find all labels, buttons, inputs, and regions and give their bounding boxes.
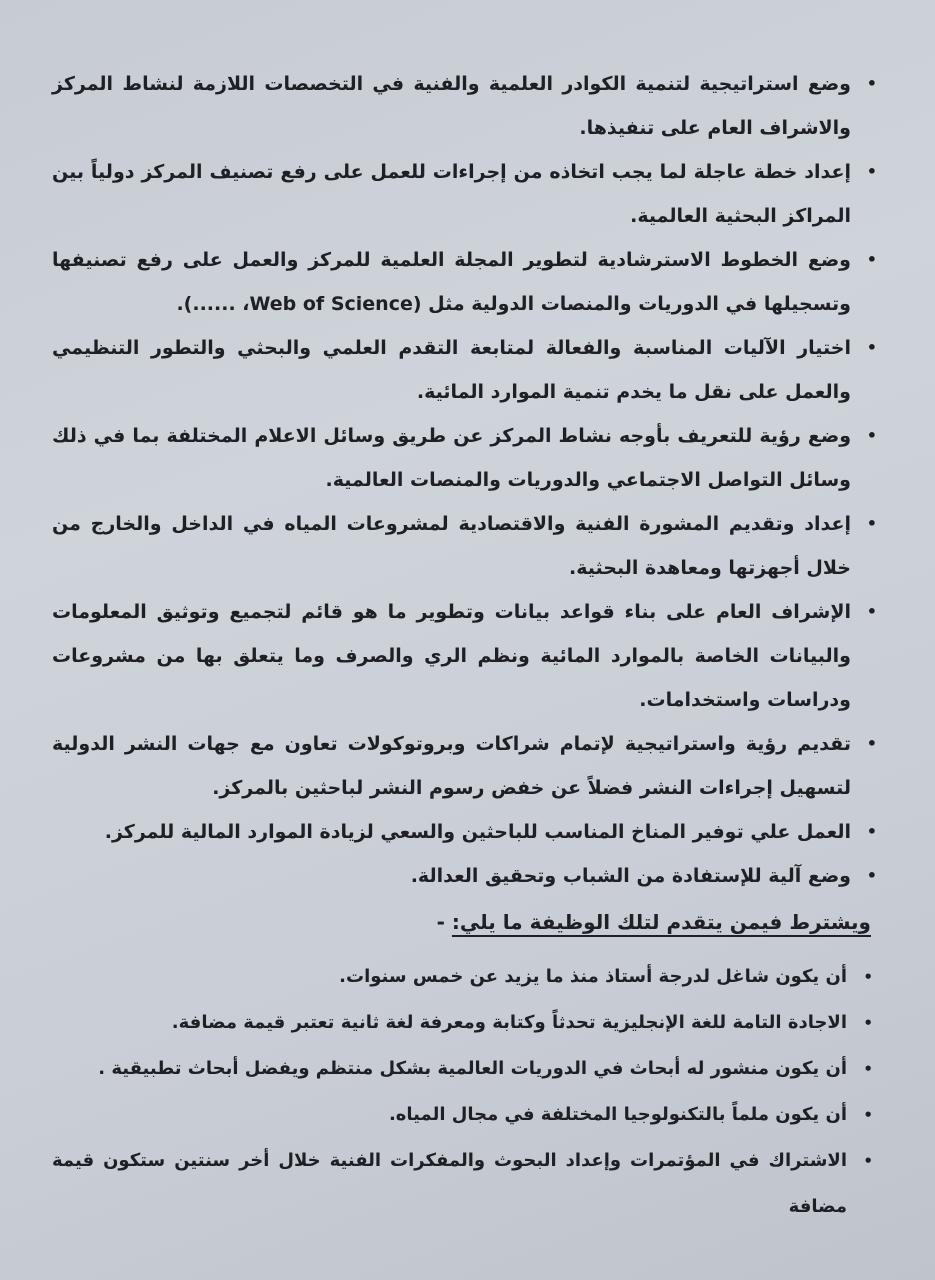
duty-item: • اختيار الآليات المناسبة والفعالة لمتابعة التقدم العلمي والبحثي والتطور التنظيمي والعمل على نقل ما يخدم تنمية الموارد المائية. — [52, 326, 883, 414]
duty-item: • العمل علي توفير المناخ المناسب للباحثين والسعي لزيادة الموارد المالية للمركز. — [52, 810, 883, 854]
duties-list — [52, 62, 883, 898]
requirements-heading-dash: - — [436, 910, 452, 934]
requirement-item: • أن يكون منشور له أبحاث في الدوريات العالمية بشكل منتظم ويفضل أبحاث تطبيقية . — [52, 1046, 883, 1092]
duty-item: • وضع استراتيجية لتنمية الكوادر العلمية والفنية في التخصصات اللازمة لنشاط المركز والاشراف العام على تنفيذها. — [52, 62, 883, 150]
duty-item: • إعداد خطة عاجلة لما يجب اتخاذه من إجراءات للعمل على رفع تصنيف المركز دولياً بين المراكز البحثية العالمية. — [52, 150, 883, 238]
duty-item: • وضع رؤية للتعريف بأوجه نشاط المركز عن طريق وسائل الاعلام المختلفة بما في ذلك وسائل التواصل الاجتماعي والدوريات والمنصات العالمية. — [52, 414, 883, 502]
requirements-list — [52, 954, 883, 1230]
requirement-item: • الاجادة التامة للغة الإنجليزية تحدثاً وكتابة ومعرفة لغة ثانية تعتبر قيمة مضافة. — [52, 1000, 883, 1046]
requirements-heading — [52, 900, 883, 944]
requirements-heading-text: ويشترط فيمن يتقدم لتلك الوظيفة ما يلي: — [451, 910, 871, 934]
duty-item: • تقديم رؤية واستراتيجية لإتمام شراكات وبروتوكولات تعاون مع جهات النشر الدولية لتسهيل إجراءات النشر فضلاً عن خفض رسوم النشر لباحثين بالمركز. — [52, 722, 883, 810]
requirement-item: • أن يكون شاغل لدرجة أستاذ منذ ما يزيد عن خمس سنوات. — [52, 954, 883, 1000]
duty-item: • وضع الخطوط الاسترشادية لتطوير المجلة العلمية للمركز والعمل على رفع تصنيفها وتسجيلها في الدوريات والمنصات الدولية مثل (Web of Science، ......). — [52, 238, 883, 326]
duty-item: • وضع آلية للإستفادة من الشباب وتحقيق العدالة. — [52, 854, 883, 898]
requirement-item: • أن يكون ملماً بالتكنولوجيا المختلفة في مجال المياه. — [52, 1092, 883, 1138]
duty-item: • الإشراف العام على بناء قواعد بيانات وتطوير ما هو قائم لتجميع وتوثيق المعلومات والبيانات الخاصة بالموارد المائية ونظم الري والصرف وما يتعلق بها من مشروعات ودراسات واستخدامات. — [52, 590, 883, 722]
document-content — [52, 62, 883, 1230]
duty-item: • إعداد وتقديم المشورة الفنية والاقتصادية لمشروعات المياه في الداخل والخارج من خلال أجهزتها ومعاهدة البحثية. — [52, 502, 883, 590]
requirement-item: • الاشتراك في المؤتمرات وإعداد البحوث والمفكرات الفنية خلال أخر سنتين ستكون قيمة مضافة — [52, 1138, 883, 1230]
